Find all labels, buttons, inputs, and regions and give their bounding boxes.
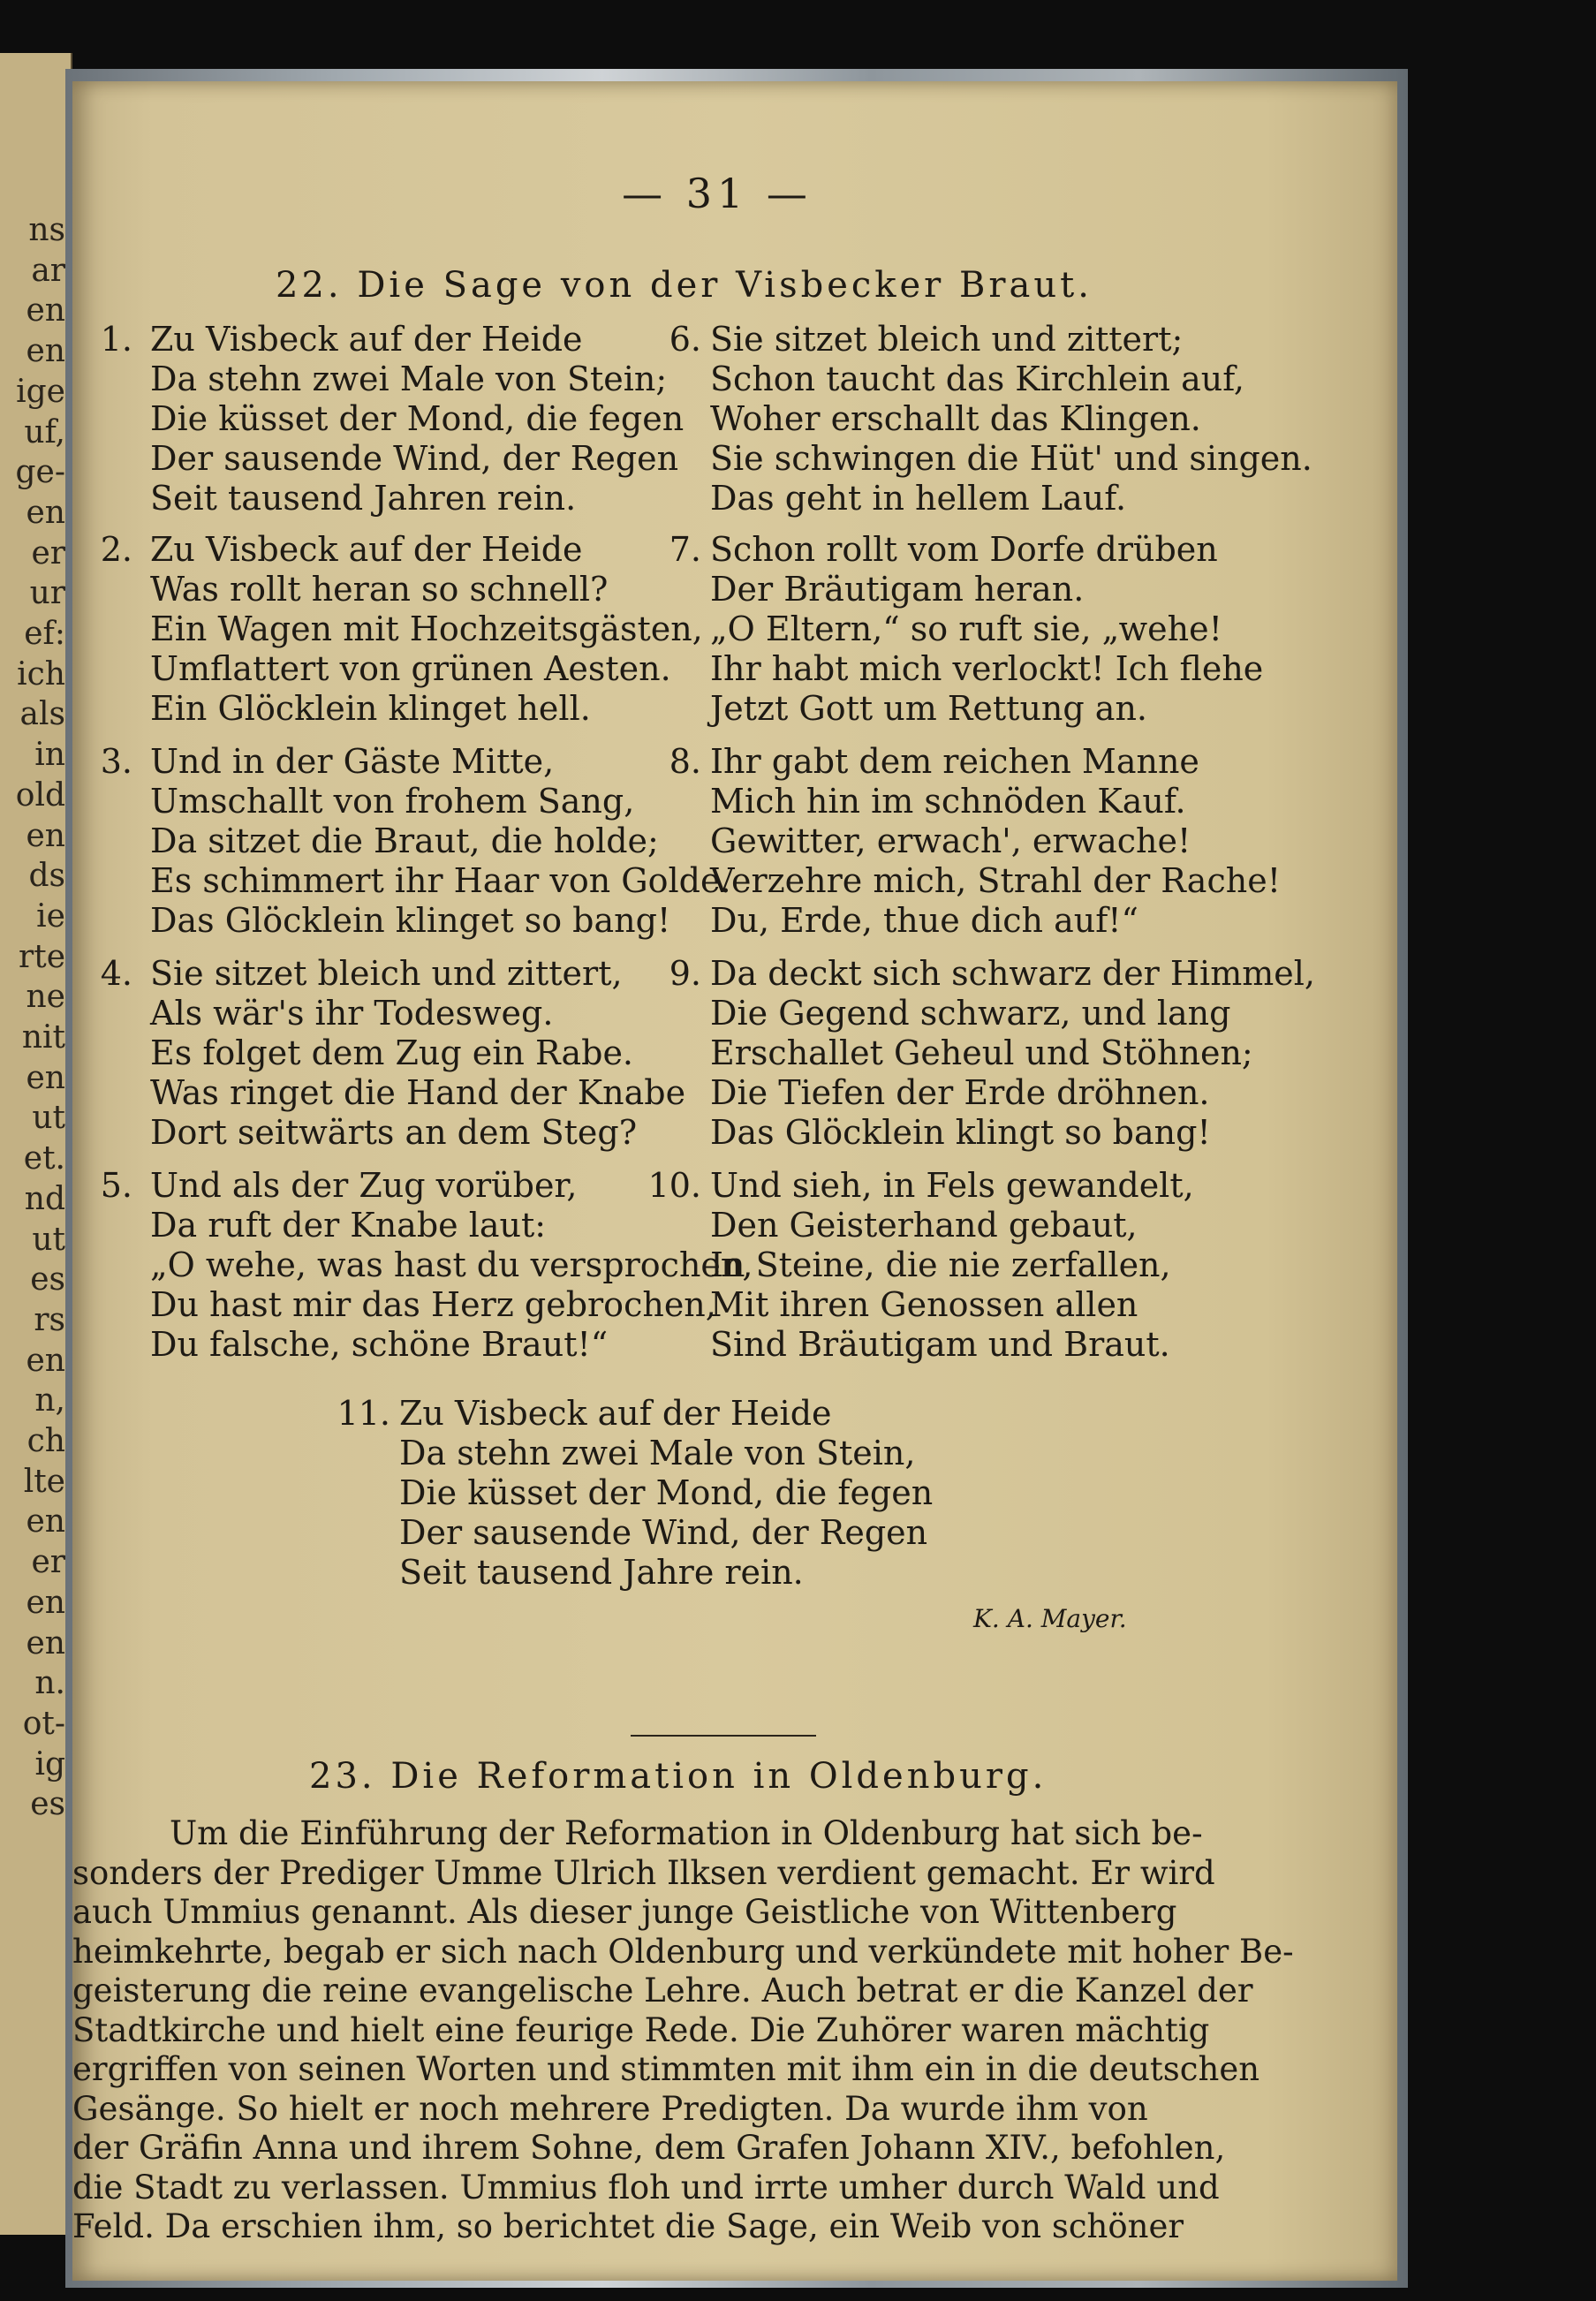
previous-page-fragment: als <box>19 696 65 733</box>
previous-page-fragment: ie <box>36 897 65 935</box>
page-number: — 31 — <box>622 170 813 217</box>
previous-page-fragment: n. <box>34 1665 65 1702</box>
previous-page-fragment: en <box>26 333 65 370</box>
previous-page-fragment: ef: <box>24 616 65 652</box>
verse-line: Woher erschallt das Klingen. <box>710 399 1201 438</box>
previous-page-fragment: en <box>26 1059 65 1096</box>
previous-page-fragment: rs <box>34 1301 65 1338</box>
previous-page-fragment: ar <box>31 252 65 289</box>
section-title: 23. Die Reformation in Oldenburg. <box>309 1756 1048 1797</box>
body-line: ergriffen von seinen Worten und stimmten mit ihm ein in die deutschen <box>72 2050 1260 2088</box>
verse-line: Du, Erde, thue dich auf!“ <box>710 901 1138 940</box>
verse-line: Ein Wagen mit Hochzeitsgästen, <box>150 609 703 648</box>
verse-line: Den Geisterhand gebaut, <box>710 1206 1138 1245</box>
verse-line: Seit tausend Jahre rein. <box>399 1553 804 1592</box>
poem-title: 22. Die Sage von der Visbecker Braut. <box>276 265 1093 306</box>
body-line: geisterung die reine evangelische Lehre. Auch betrat er die Kanzel der <box>72 1972 1253 2010</box>
verse-line: Was ringet die Hand der Knabe <box>150 1073 686 1112</box>
verse-line: „O wehe, was hast du versprochen, <box>150 1245 753 1284</box>
body-line: Feld. Da erschien ihm, so berichtet die Sage, ein Weib von schöner <box>72 2207 1184 2245</box>
stanza-number: 1. <box>100 320 132 359</box>
previous-page-fragment: en <box>26 1624 65 1661</box>
stanza-number: 8. <box>669 742 701 781</box>
previous-page-fragment: ut <box>32 1100 65 1137</box>
verse-line: Da ruft der Knabe laut: <box>150 1206 547 1245</box>
verse-line: Da stehn zwei Male von Stein; <box>150 360 668 398</box>
previous-page-fragment: en <box>26 1342 65 1379</box>
previous-page-fragment: ot- <box>22 1705 65 1742</box>
previous-page-fragment: en <box>26 292 65 329</box>
previous-page-fragment: ige <box>16 373 65 410</box>
previous-page-fragment: ut <box>32 1221 65 1258</box>
stanza-number: 2. <box>100 530 132 569</box>
stanza-number: 10. <box>647 1166 701 1205</box>
verse-line: Erschallet Geheul und Stöhnen; <box>710 1033 1253 1072</box>
previous-page-fragment: nit <box>21 1019 65 1056</box>
verse-line: Sie sitzet bleich und zittert; <box>710 320 1184 359</box>
verse-line: Die küsset der Mond, die fegen <box>399 1473 934 1512</box>
verse-line: Verzehre mich, Strahl der Rache! <box>710 861 1281 900</box>
stanza-number: 4. <box>100 954 132 993</box>
verse-line: Seit tausend Jahren rein. <box>150 479 577 518</box>
stanza-number: 6. <box>669 320 701 359</box>
previous-page-fragment: ich <box>17 655 65 693</box>
previous-page-fragment: lte <box>23 1463 65 1500</box>
verse-line: Gewitter, erwach', erwache! <box>710 821 1191 860</box>
verse-line: Umflattert von grünen Aesten. <box>150 649 671 688</box>
stanza-number: 9. <box>669 954 701 993</box>
verse-line: Der Bräutigam heran. <box>710 570 1085 609</box>
verse-line: Sind Bräutigam und Braut. <box>710 1325 1170 1364</box>
verse-line: Das geht in hellem Lauf. <box>710 479 1127 518</box>
verse-line: Dort seitwärts an dem Steg? <box>150 1113 638 1152</box>
previous-page-fragment: en <box>26 494 65 531</box>
previous-page-fragment: er <box>31 534 65 571</box>
verse-line: Der sausende Wind, der Regen <box>399 1513 928 1552</box>
verse-line: Zu Visbeck auf der Heide <box>150 320 583 359</box>
body-line: sonders der Prediger Umme Ulrich Ilksen verdient gemacht. Er wird <box>72 1853 1215 1892</box>
verse-line: Mich hin im schnöden Kauf. <box>710 782 1186 821</box>
previous-page-fragment: ig <box>34 1745 65 1783</box>
previous-page-fragment: en <box>26 1584 65 1621</box>
verse-line: Ein Glöcklein klinget hell. <box>150 689 591 728</box>
stanza-number: 7. <box>669 530 701 569</box>
verse-line: Schon rollt vom Dorfe drüben <box>710 530 1218 569</box>
verse-line: Da stehn zwei Male von Stein, <box>399 1434 916 1472</box>
poem-author: K. A. Mayer. <box>973 1604 1127 1633</box>
body-line: die Stadt zu verlassen. Ummius floh und irrte umher durch Wald und <box>72 2168 1220 2206</box>
verse-line: Und in der Gäste Mitte, <box>150 742 555 781</box>
verse-line: „O Eltern,“ so ruft sie, „wehe! <box>710 609 1222 648</box>
verse-line: Was rollt heran so schnell? <box>150 570 609 609</box>
verse-line: Die Gegend schwarz, und lang <box>710 994 1231 1033</box>
stanza-number: 5. <box>100 1166 132 1205</box>
verse-line: Umschallt von frohem Sang, <box>150 782 635 821</box>
verse-line: Und sieh, in Fels gewandelt, <box>710 1166 1194 1205</box>
previous-page-fragment: ur <box>29 575 65 612</box>
section-body <box>72 1814 1294 2247</box>
previous-page-fragment: uf, <box>24 413 65 450</box>
previous-page-fragment: ch <box>26 1423 65 1459</box>
previous-page-fragment: en <box>26 817 65 854</box>
verse-line: Sie sitzet bleich und zittert, <box>150 954 623 993</box>
body-line: der Gräfin Anna und ihrem Sohne, dem Grafen Johann XIV., befohlen, <box>72 2129 1226 2167</box>
verse-line: Es folget dem Zug ein Rabe. <box>150 1033 634 1072</box>
verse-line: Und als der Zug vorüber, <box>150 1166 578 1205</box>
verse-line: Da deckt sich schwarz der Himmel, <box>710 954 1316 993</box>
stanza-number: 3. <box>100 742 132 781</box>
verse-line: Du hast mir das Herz gebrochen, <box>150 1285 716 1324</box>
previous-page-fragment: ne <box>26 979 65 1016</box>
previous-page-fragment: es <box>30 1261 65 1298</box>
verse-line: Die Tiefen der Erde dröhnen. <box>710 1073 1210 1112</box>
verse-line: Es schimmert ihr Haar von Golde. <box>150 861 731 900</box>
verse-line: Du falsche, schöne Braut!“ <box>150 1325 609 1364</box>
previous-page-fragment: old <box>15 776 65 814</box>
body-line: Um die Einführung der Reformation in Oldenburg hat sich be- <box>170 1814 1203 1852</box>
verse-line: Das Glöcklein klingt so bang! <box>710 1113 1211 1152</box>
verse-line: Da sitzet die Braut, die holde; <box>150 821 659 860</box>
section-divider <box>631 1735 816 1737</box>
body-line: Gesänge. So hielt er noch mehrere Predigten. Da wurde ihm von <box>72 2089 1148 2128</box>
previous-page-edge <box>0 53 72 2235</box>
body-line: auch Ummius genannt. Als dieser junge Geistliche von Wittenberg <box>72 1893 1177 1931</box>
verse-line: Sie schwingen die Hüt' und singen. <box>710 439 1312 478</box>
verse-line: Zu Visbeck auf der Heide <box>399 1394 832 1433</box>
verse-line: Ihr gabt dem reichen Manne <box>710 742 1199 781</box>
body-line: Stadtkirche und hielt eine feurige Rede. Die Zuhörer waren mächtig <box>72 2010 1210 2049</box>
previous-page-fragment: er <box>31 1544 65 1581</box>
previous-page-fragment: n, <box>34 1382 65 1419</box>
verse-line: Die küsset der Mond, die fegen <box>150 399 685 438</box>
verse-line: In Steine, die nie zerfallen, <box>710 1245 1171 1284</box>
verse-line: Zu Visbeck auf der Heide <box>150 530 583 569</box>
previous-page-fragment: et. <box>23 1140 65 1177</box>
verse-line: Ihr habt mich verlockt! Ich flehe <box>710 649 1264 688</box>
previous-page-fragment: in <box>34 737 65 774</box>
previous-page-fragment: ds <box>28 858 65 895</box>
previous-page-fragment: nd <box>24 1180 65 1217</box>
verse-line: Als wär's ihr Todesweg. <box>150 994 554 1033</box>
verse-line: Das Glöcklein klinget so bang! <box>150 901 671 940</box>
verse-line: Mit ihren Genossen allen <box>710 1285 1138 1324</box>
previous-page-fragment: ns <box>28 212 65 248</box>
previous-page-fragment: ge- <box>15 454 65 491</box>
stanza-number: 11. <box>337 1394 390 1433</box>
previous-page-fragment: rte <box>19 938 65 975</box>
verse-line: Schon taucht das Kirchlein auf, <box>710 360 1245 398</box>
verse-line: Der sausende Wind, der Regen <box>150 439 679 478</box>
verse-line: Jetzt Gott um Rettung an. <box>710 689 1148 728</box>
previous-page-fragment: en <box>26 1503 65 1540</box>
previous-page-fragment: es <box>30 1786 65 1823</box>
book-page <box>72 81 1397 2281</box>
body-line: heimkehrte, begab er sich nach Oldenburg und verkündete mit hoher Be- <box>72 1932 1294 1971</box>
